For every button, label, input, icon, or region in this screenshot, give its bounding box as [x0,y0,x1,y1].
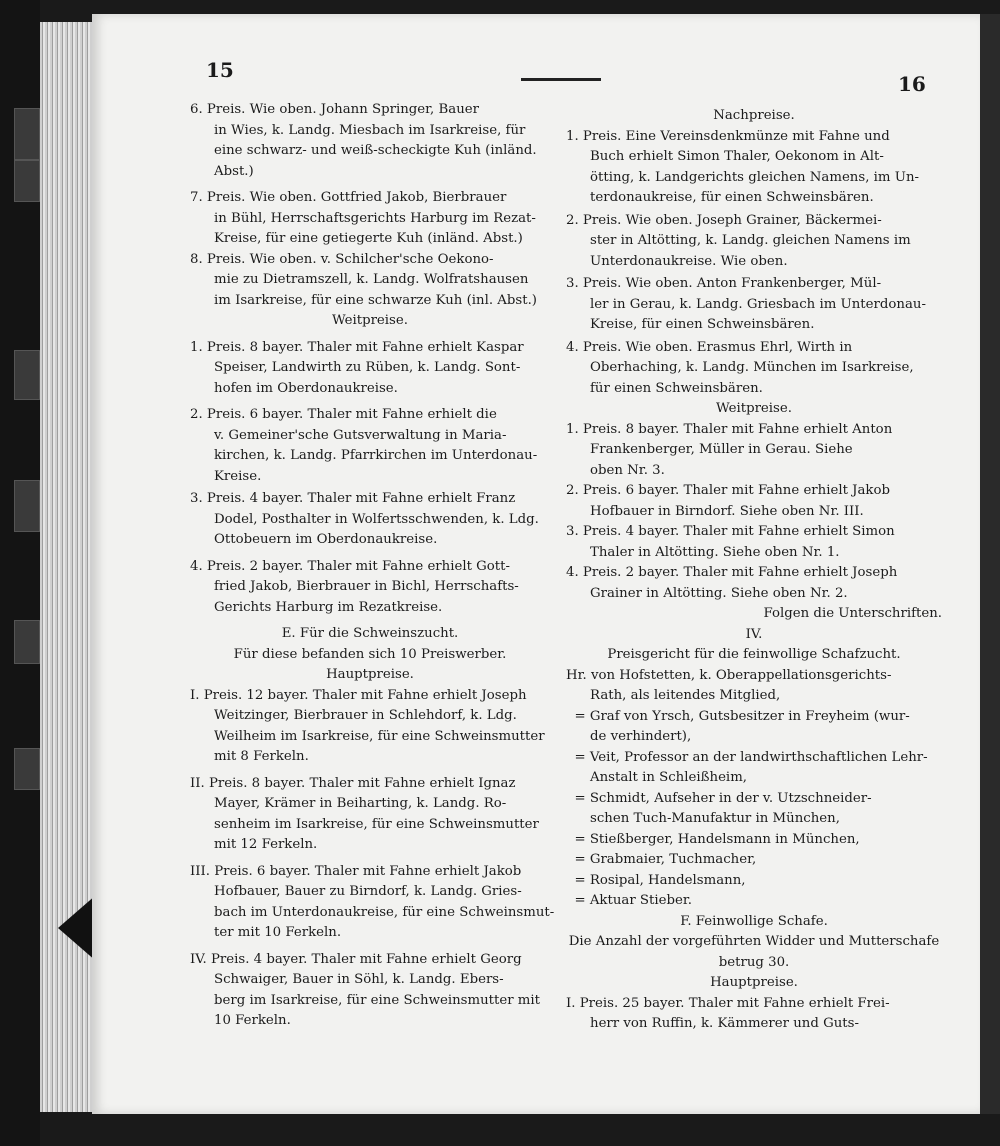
text-line: = Grabmaier, Tuchmacher, [566,852,757,867]
text-line: Oberhaching, k. Landg. München im Isarkreise, [590,360,914,375]
text-line: = Schmidt, Aufseher in der v. Utzschneider- [566,790,872,806]
section-heading: Hauptpreise. [326,667,414,682]
text-line: = Graf von Yrsch, Gutsbesitzer in Freyheim (wur- [566,708,910,724]
text-line: schen Tuch-Manufaktur in München, [590,811,840,826]
text-line: Anstalt in Schleißheim, [590,770,748,785]
text-line: 3. Preis. 4 bayer. Thaler mit Fahne erhielt Simon [566,524,895,539]
text-line: Rath, als leitendes Mitglied, [590,688,781,703]
text-line: Gerichts Harburg im Rezatkreise. [214,599,443,615]
right-column [566,106,942,1035]
text-line: in Wies, k. Landg. Miesbach im Isarkreise, für [214,122,526,138]
text-line: Hr. von Hofstetten, k. Oberappellationsgerichts- [566,667,892,683]
text-line: ler in Gerau, k. Landg. Griesbach im Unterdonau- [590,296,926,312]
text-line: 4. Preis. 2 bayer. Thaler mit Fahne erhielt Joseph [566,565,898,580]
section-heading: Preisgericht für die feinwollige Schafzucht. [607,647,901,662]
text-line: 10 Ferkeln. [214,1013,291,1028]
text-line: Kreise. [214,468,262,484]
page-tab [14,108,40,160]
text-line: = Aktuar Stieber. [566,893,692,908]
text-line: ter mit 10 Ferkeln. [214,925,342,940]
text-line: ötting, k. Landgerichts gleichen Namens, im Un- [590,169,920,185]
text-line: 2. Preis. Wie oben. Joseph Grainer, Bäckermei- [566,212,882,228]
text-line: 4. Preis. 2 bayer. Thaler mit Fahne erhielt Gott- [190,558,510,574]
section-heading: Hauptpreise. [710,975,798,990]
text-line: 1. Preis. 8 bayer. Thaler mit Fahne erhielt Kaspar [190,339,524,355]
text-line: Grainer in Altötting. Siehe oben Nr. 2. [590,585,848,601]
text-line: I. Preis. 25 bayer. Thaler mit Fahne erhielt Frei- [566,995,890,1011]
text-line: III. Preis. 6 bayer. Thaler mit Fahne erhielt Jakob [190,863,522,879]
text-line: v. Gemeiner'sche Gutsverwaltung in Maria- [214,427,507,443]
text-line: Mayer, Krämer in Beiharting, k. Landg. Ro- [214,796,507,811]
text-line: 4. Preis. Wie oben. Erasmus Ehrl, Wirth in [566,339,853,355]
text-line: für einen Schweinsbären. [590,380,763,396]
text-line: 2. Preis. 6 bayer. Thaler mit Fahne erhielt die [190,407,497,422]
text-line: de verhindert), [590,729,692,744]
header-rule [521,78,601,81]
section-heading: Weitpreise. [332,313,408,328]
text-line: = Veit, Professor an der landwirthschaftlichen Lehr- [566,749,928,765]
text-line: Thaler in Altötting. Siehe oben Nr. 1. [590,544,840,560]
text-line: oben Nr. 3. [590,462,665,478]
page-number-left: 15 [206,58,234,82]
text-line: Abst.) [214,163,254,179]
text-line: Ottobeuern im Oberdonaukreise. [214,532,438,547]
text-line: IV. Preis. 4 bayer. Thaler mit Fahne erhielt Georg [190,951,522,967]
left-column [190,100,555,1032]
text-line: fried Jakob, Bierbrauer in Bichl, Herrschafts- [214,579,519,594]
text-line: Dodel, Posthalter in Wolfertsschwenden, k. Ldg. [214,511,539,527]
text-line: mit 8 Ferkeln. [214,749,309,764]
text-line: hofen im Oberdonaukreise. [214,380,398,396]
text-line: Hofbauer in Birndorf. Siehe oben Nr. III. [590,503,864,519]
text-line: II. Preis. 8 bayer. Thaler mit Fahne erhielt Ignaz [190,775,516,791]
text-line: Folgen die Unterschriften. [763,606,942,621]
section-heading: Die Anzahl der vorgeführten Widder und Mutterschafe [568,934,940,949]
section-heading: Nachpreise. [713,108,795,123]
text-line: mie zu Dietramszell, k. Landg. Wolfratshausen [214,272,529,287]
text-line: 8. Preis. Wie oben. v. Schilcher'sche Oekono- [190,251,494,267]
text-line: Kreise, für einen Schweinsbären. [590,317,815,332]
text-line: berg im Isarkreise, für eine Schweinsmutter mit [214,992,540,1008]
text-line: Weilheim im Isarkreise, für eine Schweinsmutter [214,728,545,744]
text-line: Hofbauer, Bauer zu Birndorf, k. Landg. Gries- [214,884,522,899]
text-line: senheim im Isarkreise, für eine Schweinsmutter [214,816,539,832]
text-line: Speiser, Landwirth zu Rüben, k. Landg. Sont- [214,360,521,375]
section-heading: E. Für die Schweinszucht. [281,626,459,641]
text-line: 7. Preis. Wie oben. Gottfried Jakob, Bierbrauer [190,190,507,205]
text-line: Kreise, für eine getiegerte Kuh (inländ. Abst.) [214,231,523,246]
section-heading: IV. [745,626,763,642]
text-line: herr von Ruffin, k. Kämmerer und Guts- [590,1016,859,1031]
section-heading: F. Feinwollige Schafe. [680,913,828,929]
text-line: 1. Preis. Eine Vereinsdenkmünze mit Fahne und [566,128,890,144]
text-line: 6. Preis. Wie oben. Johann Springer, Bauer [190,102,479,117]
text-line: = Rosipal, Handelsmann, [566,872,746,888]
text-line: Buch erhielt Simon Thaler, Oekonom in Alt- [590,149,884,164]
text-line: 3. Preis. Wie oben. Anton Frankenberger, Mül- [566,276,882,291]
text-line: Frankenberger, Müller in Gerau. Siehe [590,442,853,457]
section-heading: Für diese befanden sich 10 Preiswerber. [233,646,507,662]
text-line: eine schwarz- und weiß-scheckigte Kuh (inländ. [214,143,537,158]
text-line: ster in Altötting, k. Landg. gleichen Namens im [590,233,911,248]
page-tab [14,748,40,790]
text-line: = Stießberger, Handelsmann in München, [566,831,860,847]
text-line: mit 12 Ferkeln. [214,837,318,852]
text-line: in Bühl, Herrschaftsgerichts Harburg im Rezat- [214,210,536,226]
page-number-right: 16 [898,72,926,96]
text-line: bach im Unterdonaukreise, für eine Schweinsmut- [214,904,555,920]
book-right-edge [980,14,1000,1114]
page-tab [14,620,40,664]
text-line: kirchen, k. Landg. Pfarrkirchen im Unterdonau- [214,448,538,463]
section-heading: Weitpreise. [716,401,792,416]
page-tab [14,480,40,532]
text-line: Schwaiger, Bauer in Söhl, k. Landg. Ebers- [214,972,504,987]
text-line: 3. Preis. 4 bayer. Thaler mit Fahne erhielt Franz [190,491,516,506]
text-line: Unterdonaukreise. Wie oben. [590,253,788,269]
text-line: I. Preis. 12 bayer. Thaler mit Fahne erhielt Joseph [190,687,527,703]
text-line: 1. Preis. 8 bayer. Thaler mit Fahne erhielt Anton [566,421,893,437]
text-line: 2. Preis. 6 bayer. Thaler mit Fahne erhielt Jakob [566,483,891,498]
page-tab [14,160,40,202]
section-heading: betrug 30. [718,954,790,970]
text-line: Weitzinger, Bierbrauer in Schlehdorf, k. Ldg. [214,708,517,723]
text-line: im Isarkreise, für eine schwarze Kuh (inl. Abst.) [214,292,537,308]
text-line: terdonaukreise, für einen Schweinsbären. [590,190,874,205]
page-tab [14,350,40,400]
